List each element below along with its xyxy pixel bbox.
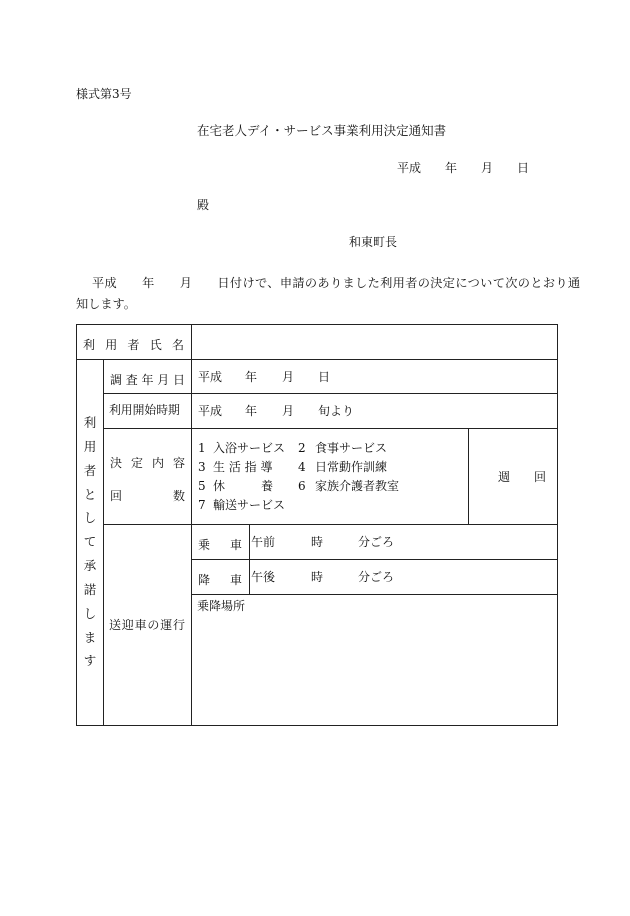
rule-vertical-approval — [103, 359, 104, 725]
count-label-char: 回 — [110, 489, 123, 503]
start-period-year: 年 — [245, 404, 258, 418]
alighting-time-field[interactable] — [251, 571, 551, 587]
rule-vertical-time — [249, 524, 250, 594]
start-period-era: 平成 — [198, 404, 223, 418]
survey-date-year: 年 — [245, 370, 258, 384]
decision-label — [110, 454, 185, 471]
service-name: 食事サービス — [315, 441, 388, 455]
approval-char: 利 — [83, 415, 97, 430]
frequency-times: 回 — [534, 470, 547, 484]
user-name-label-char: 用 — [105, 338, 118, 352]
approval-char: と — [83, 486, 97, 502]
issue-date-day: 日 — [517, 161, 530, 175]
boarding-label-char: 乗 — [198, 538, 211, 552]
boarding-time-field[interactable] — [251, 536, 551, 552]
decision-label-char: 決 — [110, 456, 123, 470]
start-period-suffix: 旬より — [318, 404, 355, 418]
pickup-place-field[interactable] — [192, 595, 556, 724]
decision-label-char: 内 — [151, 456, 164, 470]
alighting-hour: 時 — [311, 570, 324, 584]
boarding-ampm: 午前 — [251, 535, 276, 549]
table-border-bottom — [76, 725, 557, 726]
rule-after-survey — [103, 393, 557, 394]
alighting-label-char: 降 — [198, 573, 211, 587]
survey-date-label-char: 月 — [157, 373, 170, 387]
start-period-field[interactable] — [198, 405, 498, 421]
boarding-label — [198, 536, 242, 553]
rule-after-boarding — [191, 559, 557, 560]
body-text-line-2: 知します。 — [76, 297, 136, 311]
service-number: 3 — [198, 460, 206, 474]
issue-date-era: 平成 — [397, 161, 422, 175]
frequency-week: 週 — [498, 470, 511, 484]
boarding-minute: 分ごろ — [358, 535, 395, 549]
body-text-line-1: 平成 年 月 日付けで、申請のありました利用者の決定について次のとおり通 — [92, 276, 581, 290]
service-list — [198, 442, 466, 522]
service-number: 6 — [298, 479, 306, 493]
start-period-label: 利用開始時期 — [109, 403, 180, 417]
alighting-label — [198, 571, 242, 588]
survey-date-label-char: 日 — [172, 373, 185, 387]
approval-char: ま — [83, 629, 97, 645]
service-name: 輸送サービス — [213, 498, 286, 512]
issuer-name: 和東町長 — [349, 235, 398, 249]
approval-char: す — [83, 653, 97, 669]
approval-char: て — [83, 534, 97, 550]
service-number: 1 — [198, 441, 206, 455]
addressee-suffix: 殿 — [197, 198, 210, 212]
approval-char: し — [83, 605, 97, 621]
table-border-right — [557, 324, 558, 726]
survey-date-label-char: 調 — [110, 373, 123, 387]
frequency-field[interactable] — [469, 429, 556, 523]
table-border-left — [76, 324, 77, 726]
survey-date-day: 日 — [318, 370, 331, 384]
survey-date-field[interactable] — [198, 371, 498, 387]
approval-char: 者 — [83, 462, 97, 478]
rule-after-name — [76, 359, 557, 360]
document-title: 在宅老人デイ・サービス事業利用決定通知書 — [197, 123, 447, 138]
rule-after-services — [103, 524, 557, 525]
user-name-field[interactable] — [192, 325, 556, 358]
service-number: 4 — [298, 460, 306, 474]
pickup-place-label: 乗降場所 — [197, 599, 246, 613]
count-label — [110, 487, 185, 504]
service-number: 2 — [298, 441, 306, 455]
alighting-ampm: 午後 — [251, 570, 276, 584]
alighting-label-char: 車 — [229, 573, 242, 587]
approval-vertical-text — [80, 417, 100, 668]
issue-date-month: 月 — [481, 161, 494, 175]
survey-date-label-char: 年 — [141, 373, 154, 387]
user-name-label-char: 氏 — [149, 338, 162, 352]
service-name: 家族介護者教室 — [315, 479, 400, 493]
service-number: 7 — [198, 498, 206, 512]
approval-char: 諾 — [83, 581, 97, 597]
user-name-label — [83, 336, 184, 353]
survey-date-month: 月 — [282, 370, 295, 384]
count-label-char: 数 — [172, 489, 185, 503]
decision-label-char: 定 — [130, 456, 143, 470]
approval-char: 用 — [83, 438, 97, 454]
service-name: 入浴サービス — [213, 441, 286, 455]
form-number: 様式第3号 — [76, 87, 132, 101]
survey-date-era: 平成 — [198, 370, 223, 384]
user-name-label-char: 利 — [83, 338, 96, 352]
service-name: 休 養 — [213, 479, 274, 493]
alighting-minute: 分ごろ — [358, 570, 395, 584]
approval-char: し — [83, 510, 97, 526]
survey-date-label — [110, 371, 185, 388]
service-name: 日常動作訓練 — [315, 460, 388, 474]
user-name-label-char: 者 — [127, 338, 140, 352]
approval-char: 承 — [83, 558, 97, 574]
transport-label: 送迎車の運行 — [109, 618, 186, 632]
survey-date-label-char: 査 — [125, 373, 138, 387]
service-number: 5 — [198, 479, 206, 493]
boarding-label-char: 車 — [229, 538, 242, 552]
issue-date-year: 年 — [445, 161, 458, 175]
start-period-month: 月 — [282, 404, 295, 418]
boarding-hour: 時 — [311, 535, 324, 549]
decision-label-char: 容 — [172, 456, 185, 470]
user-name-label-char: 名 — [171, 338, 184, 352]
service-name: 生 活 指 導 — [213, 460, 273, 474]
